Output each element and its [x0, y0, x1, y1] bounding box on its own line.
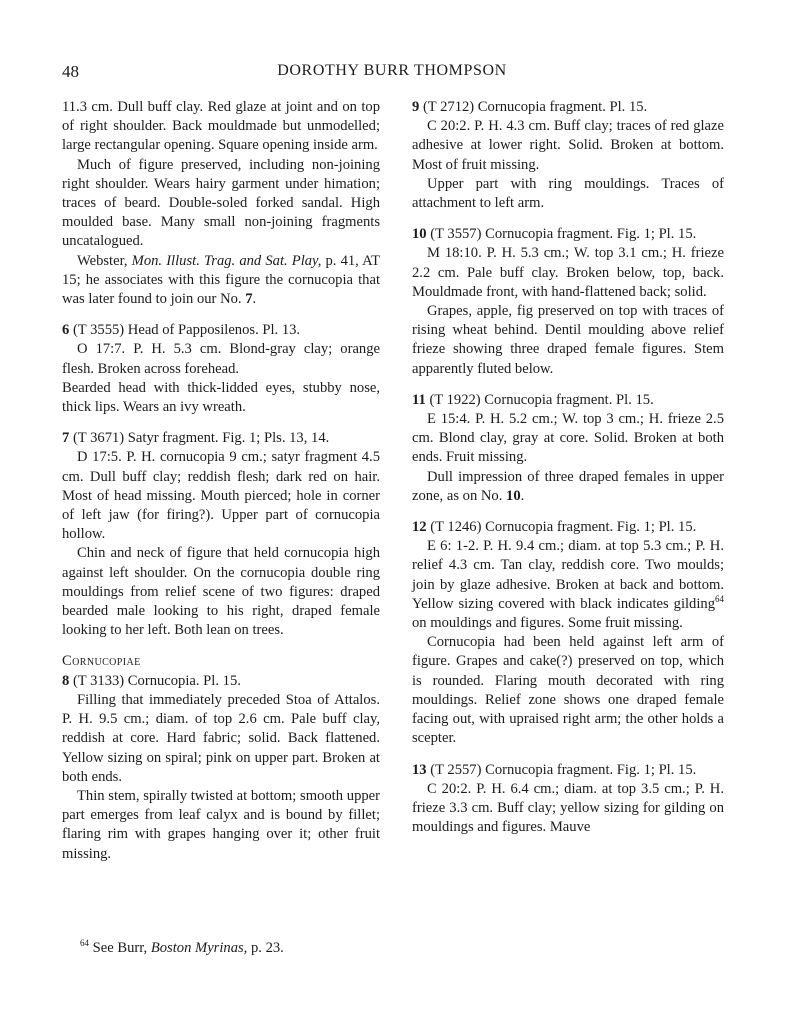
entry-9-heading: 9 (T 2712) Cornucopia fragment. Pl. 15. — [412, 99, 648, 115]
footnote-ref: 64 — [715, 593, 724, 604]
entry-8-body: Thin stem, spirally twisted at bottom; smooth upper part emerges from leaf calyx and is bound by fillet; flaring rim with grapes hanging over it; other fruit missing. — [62, 787, 380, 862]
page-number: 48 — [62, 62, 79, 81]
entry-10-heading: 10 (T 3557) Cornucopia fragment. Fig. 1; Pl. 15. — [412, 226, 697, 243]
page-header — [62, 62, 722, 86]
entry-7-description: D 17:5. P. H. cornucopia 9 cm.; satyr fragment 4.5 cm. Dull buff clay; reddish flesh; dark red on hair. Most of head missing. Mouth pierced; hole in corner of left jaw (for firing?). Upper part of cornucopia hollow. — [62, 449, 380, 543]
entry-7-body: Chin and neck of figure that held cornucopia high against left shoulder. On the cornucopia double ring mouldings from relief scene of two figures: draped bearded male looking to his right, draped female looking to her left. Both lean on trees. — [62, 545, 380, 639]
entry-6-body: Bearded head with thick-lidded eyes, stubby nose, thick lips. Wears an ivy wreath. — [62, 379, 380, 416]
entry-11-description: E 15:4. P. H. 5.2 cm.; W. top 3 cm.; H. frieze 2.5 cm. Blond clay, gray at core. Solid. Broken at both ends. Fruit missing. — [412, 411, 724, 466]
entry-10-description: M 18:10. P. H. 5.3 cm.; W. top 3.1 cm.; H. frieze 2.2 cm. Pale buff clay. Broken below, top, back. Mouldmade front, with hand-flattened back; solid. — [412, 245, 724, 300]
entry-13-heading: 13 (T 2557) Cornucopia fragment. Fig. 1; Pl. 15. — [412, 761, 697, 778]
entry-8-description: Filling that immediately preceded Stoa of Attalos. P. H. 9.5 cm.; diam. of top 2.6 cm. Pale buff clay, reddish at core. Hard fabric; solid. Back flattened. Yellow sizing on spiral; pink on upper part. Broken at both ends. — [62, 691, 380, 785]
right-column — [412, 98, 724, 837]
entry-11-body: Dull impression of three draped females in upper zone, as on No. 10. — [412, 468, 724, 504]
entry-6-description: O 17:7. P. H. 5.3 cm. Blond-gray clay; orange flesh. Broken across forehead. — [62, 341, 380, 377]
continued-body: Much of figure preserved, including non-joining right shoulder. Wears hairy garment under himation; traces of beard. Double-soled forked sandal. High moulded base. Many small non-joining fragments uncatalogued. — [62, 156, 380, 250]
bibliography-note: Webster, Mon. Illust. Trag. and Sat. Play, p. 41, AT 15; he associates with this figure the cornucopia that was later found to join our No. 7. — [62, 252, 380, 308]
footnote: $^{64}$ See Burr, Boston Myrinas, p. 23. — [80, 938, 284, 956]
running-head: DOROTHY BURR THOMPSON — [277, 62, 507, 79]
entry-9-description: C 20:2. P. H. 4.3 cm. Buff clay; traces of red glaze adhesive at lower right. Solid. Broken at bottom. Most of fruit missing. — [412, 118, 724, 173]
entry-10-body: Grapes, apple, fig preserved on top with traces of rising wheat behind. Dentil moulding above relief frieze showing three draped female figures. Stem apparently fluted below. — [412, 303, 724, 377]
entry-13-description: C 20:2. P. H. 6.4 cm.; diam. at top 3.5 cm.; P. H. frieze 3.3 cm. Buff clay; yellow sizing for gilding on mouldings and figures. Mauve — [412, 780, 724, 836]
entry-12-heading: 12 (T 1246) Cornucopia fragment. Fig. 1; Pl. 15. — [412, 519, 697, 536]
entry-6-heading: 6 (T 3555) Head of Papposilenos. Pl. 13. — [62, 322, 301, 339]
section-heading: Cornucopiae — [62, 653, 141, 670]
continued-description: 11.3 cm. Dull buff clay. Red glaze at joint and on top of right shoulder. Back mouldmade but unmodelled; large rectangular opening. Square opening inside arm. — [62, 99, 380, 154]
entry-12-description: E 6: 1-2. P. H. 9.4 cm.; diam. at top 5.3 cm.; P. H. relief 4.3 cm. Tan clay, reddish core. Two moulds; join by glaze adhesive. Broken at back and bottom. Yellow sizing covered with black indicates gilding$^{64}$ on mouldings and figures. Some fruit missing. — [412, 538, 724, 632]
entry-11-heading: 11 (T 1922) Cornucopia fragment. Pl. 15. — [412, 391, 654, 408]
left-column — [62, 98, 380, 864]
entry-9-body: Upper part with ring mouldings. Traces of attachment to left arm. — [412, 175, 724, 212]
entry-8-heading: 8 (T 3133) Cornucopia. Pl. 15. — [62, 672, 241, 689]
entry-12-body: Cornucopia had been held against left arm of figure. Grapes and cake(?) preserved on top, which is rounded. Flaring mouth decorated with ring mouldings. Relief zone shows one draped female facing out, with upraised right arm; the other holds a scepter. — [412, 634, 724, 747]
entry-7-heading: 7 (T 3671) Satyr fragment. Fig. 1; Pls. 13, 14. — [62, 430, 330, 447]
